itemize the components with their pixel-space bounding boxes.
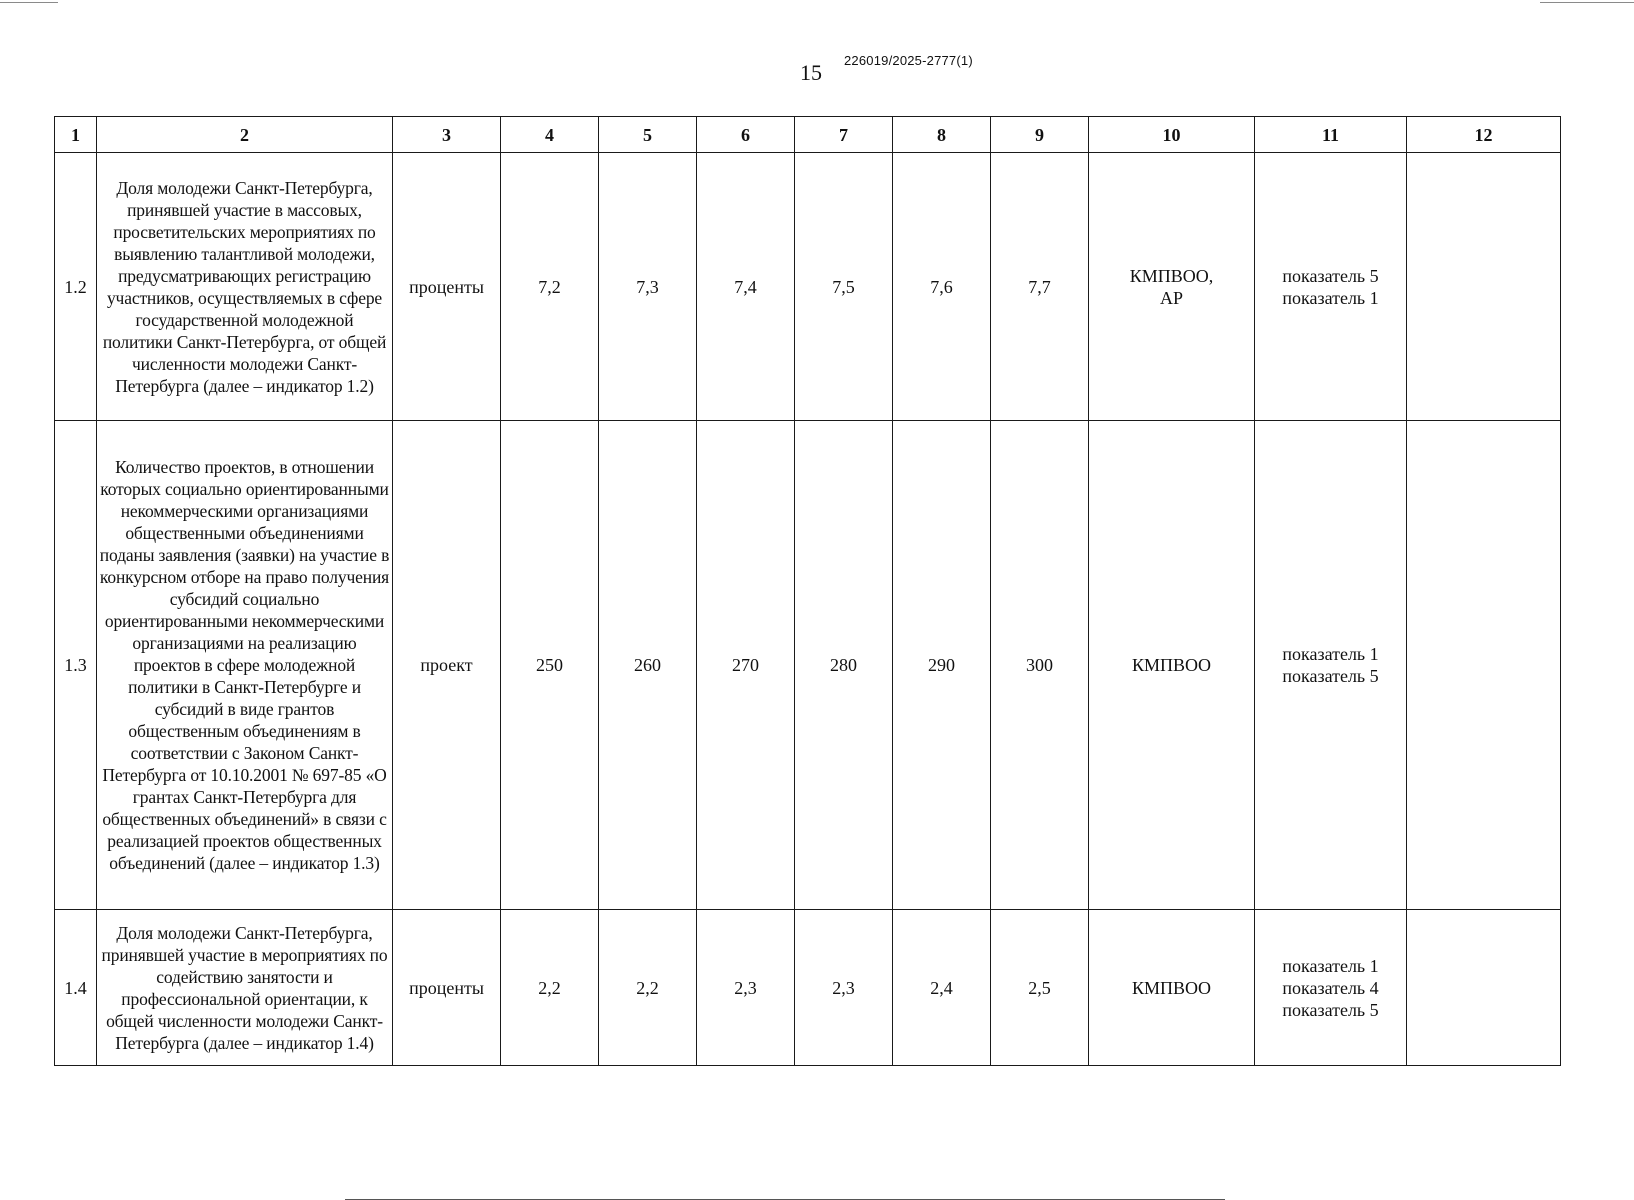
value-cell: 260 (599, 421, 697, 910)
row-id: 1.3 (55, 421, 97, 910)
value-cell: 2,3 (795, 910, 893, 1066)
column-header: 7 (795, 117, 893, 153)
scan-edge-top-right (1540, 2, 1634, 3)
column-header: 8 (893, 117, 991, 153)
indicators-table (54, 116, 1561, 1066)
empty-cell (1407, 910, 1561, 1066)
column-header: 12 (1407, 117, 1561, 153)
column-header: 3 (393, 117, 501, 153)
column-header: 9 (991, 117, 1089, 153)
indicator-description: Количество проектов, в отношении которых социально ориентированными некоммерческими организациями общественными объединениями поданы заявления (заявки) на участие в конкурсном отборе на право получения субсидий социально ориентированными некоммерческими организациями на реализацию проектов в сфере молодежной политики в Санкт-Петербурге и субсидий в виде грантов общественным объединениям в соответствии с Законом Санкт-Петербурга от 10.10.2001 № 697-85 «О грантах Санкт-Петербурга для общественных объединений» в связи с реализацией проектов общественных объединений (далее – индикатор 1.3) (97, 421, 393, 910)
column-header: 1 (55, 117, 97, 153)
value-cell: 7,4 (697, 153, 795, 421)
indicator-description: Доля молодежи Санкт-Петербурга, принявшей участие в массовых, просветительских мероприятиях по выявлению талантливой молодежи, предусматривающих регистрацию участников, осуществляемых в сфере государственной молодежной политики Санкт-Петербурга, от общей численности молодежи Санкт-Петербурга (далее – индикатор 1.2) (97, 153, 393, 421)
value-cell: 7,2 (501, 153, 599, 421)
column-header: 4 (501, 117, 599, 153)
table-row (55, 910, 1561, 1066)
linked-indicators-cell: показатель 1 показатель 5 (1255, 421, 1407, 910)
value-cell: 7,7 (991, 153, 1089, 421)
table-header-row (55, 117, 1561, 153)
column-header: 5 (599, 117, 697, 153)
value-cell: 290 (893, 421, 991, 910)
column-header: 2 (97, 117, 393, 153)
empty-cell (1407, 153, 1561, 421)
indicators-table-container (54, 116, 1560, 1066)
linked-indicators-cell: показатель 5 показатель 1 (1255, 153, 1407, 421)
column-header: 6 (697, 117, 795, 153)
column-header: 10 (1089, 117, 1255, 153)
executor-cell: КМПВОО, АР (1089, 153, 1255, 421)
unit-cell: проценты (393, 910, 501, 1066)
executor-cell: КМПВОО (1089, 421, 1255, 910)
document-registration-number: 226019/2025-2777(1) (844, 53, 973, 68)
unit-cell: проект (393, 421, 501, 910)
value-cell: 2,2 (599, 910, 697, 1066)
value-cell: 7,6 (893, 153, 991, 421)
value-cell: 2,4 (893, 910, 991, 1066)
value-cell: 280 (795, 421, 893, 910)
value-cell: 270 (697, 421, 795, 910)
value-cell: 2,5 (991, 910, 1089, 1066)
value-cell: 7,3 (599, 153, 697, 421)
executor-cell: КМПВОО (1089, 910, 1255, 1066)
scan-edge-top-left (0, 2, 58, 3)
indicator-description: Доля молодежи Санкт-Петербурга, принявшей участие в мероприятиях по содействию занятости и профессиональной ориентации, к общей численности молодежи Санкт-Петербурга (далее – индикатор 1.4) (97, 910, 393, 1066)
page-number: 15 (800, 60, 822, 85)
linked-indicators-cell: показатель 1 показатель 4 показатель 5 (1255, 910, 1407, 1066)
value-cell: 2,3 (697, 910, 795, 1066)
value-cell: 250 (501, 421, 599, 910)
table-row (55, 153, 1561, 421)
row-id: 1.2 (55, 153, 97, 421)
column-header: 11 (1255, 117, 1407, 153)
unit-cell: проценты (393, 153, 501, 421)
empty-cell (1407, 421, 1561, 910)
table-row (55, 421, 1561, 910)
value-cell: 300 (991, 421, 1089, 910)
value-cell: 7,5 (795, 153, 893, 421)
row-id: 1.4 (55, 910, 97, 1066)
value-cell: 2,2 (501, 910, 599, 1066)
